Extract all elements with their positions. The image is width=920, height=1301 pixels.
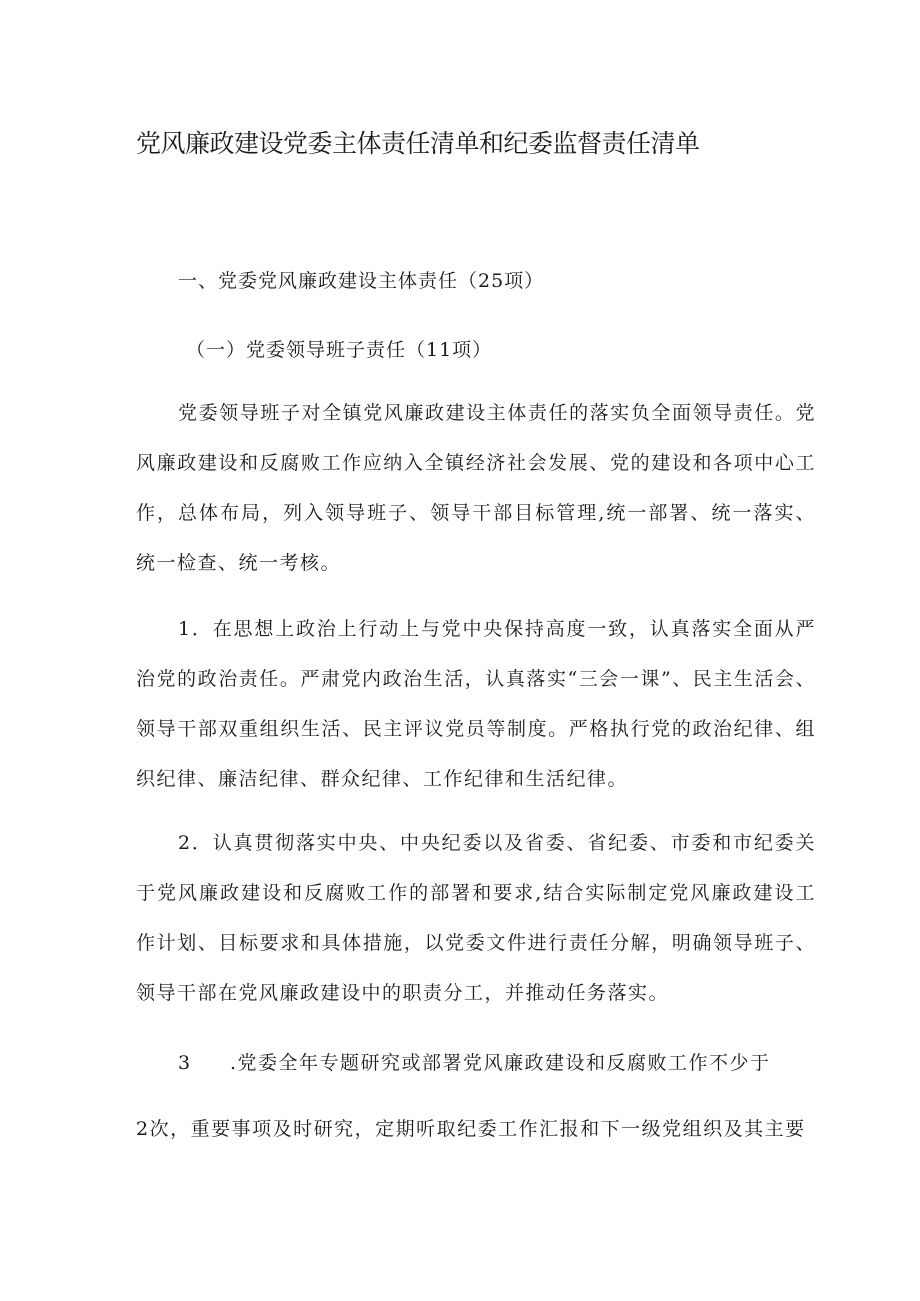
item-3-first-line	[178, 1048, 771, 1078]
item-3-number: 3	[178, 1052, 192, 1074]
subsection-heading: （一）党委领导班子责任（11项）	[186, 339, 493, 361]
section-heading: 一、党委党风廉政建设主体责任（25项）	[178, 270, 545, 292]
document-title: 党风廉政建设党委主体责任清单和纪委监督责任清单	[136, 129, 700, 158]
intro-paragraph: 党委领导班子对全镇党风廉政建设主体责任的落实负全面领导责任。党风廉政建设和反腐败工作应纳入全镇经济社会发展、党的建设和各项中心工作，总体布局，列入领导班子、领导干部目标管理,统一部署、统一落实、统一检查、统一考核。	[136, 402, 816, 574]
item-3-second-line: 2次，重要事项及时研究，定期听取纪委工作汇报和下一级党组织及其主要	[136, 1118, 806, 1140]
item-1-paragraph: 1．在思想上政治上行动上与党中央保持高度一致，认真落实全面从严治党的政治责任。严肃党内政治生活，认真落实“三会一课”、民主生活会、领导干部双重组织生活、民主评议党员等制度。严格执行党的政治纪律、组织纪律、廉洁纪律、群众纪律、工作纪律和生活纪律。	[136, 618, 816, 790]
item-2-paragraph: 2．认真贯彻落实中央、中央纪委以及省委、省纪委、市委和市纪委关于党风廉政建设和反腐败工作的部署和要求,结合实际制定党风廉政建设工作计划、目标要求和具体措施，以党委文件进行责任分解，明确领导班子、领导干部在党风廉政建设中的职责分工，并推动任务落实。	[136, 832, 816, 1004]
item-3-text: .党委全年专题研究或部署党风廉政建设和反腐败工作不少于	[230, 1052, 771, 1074]
